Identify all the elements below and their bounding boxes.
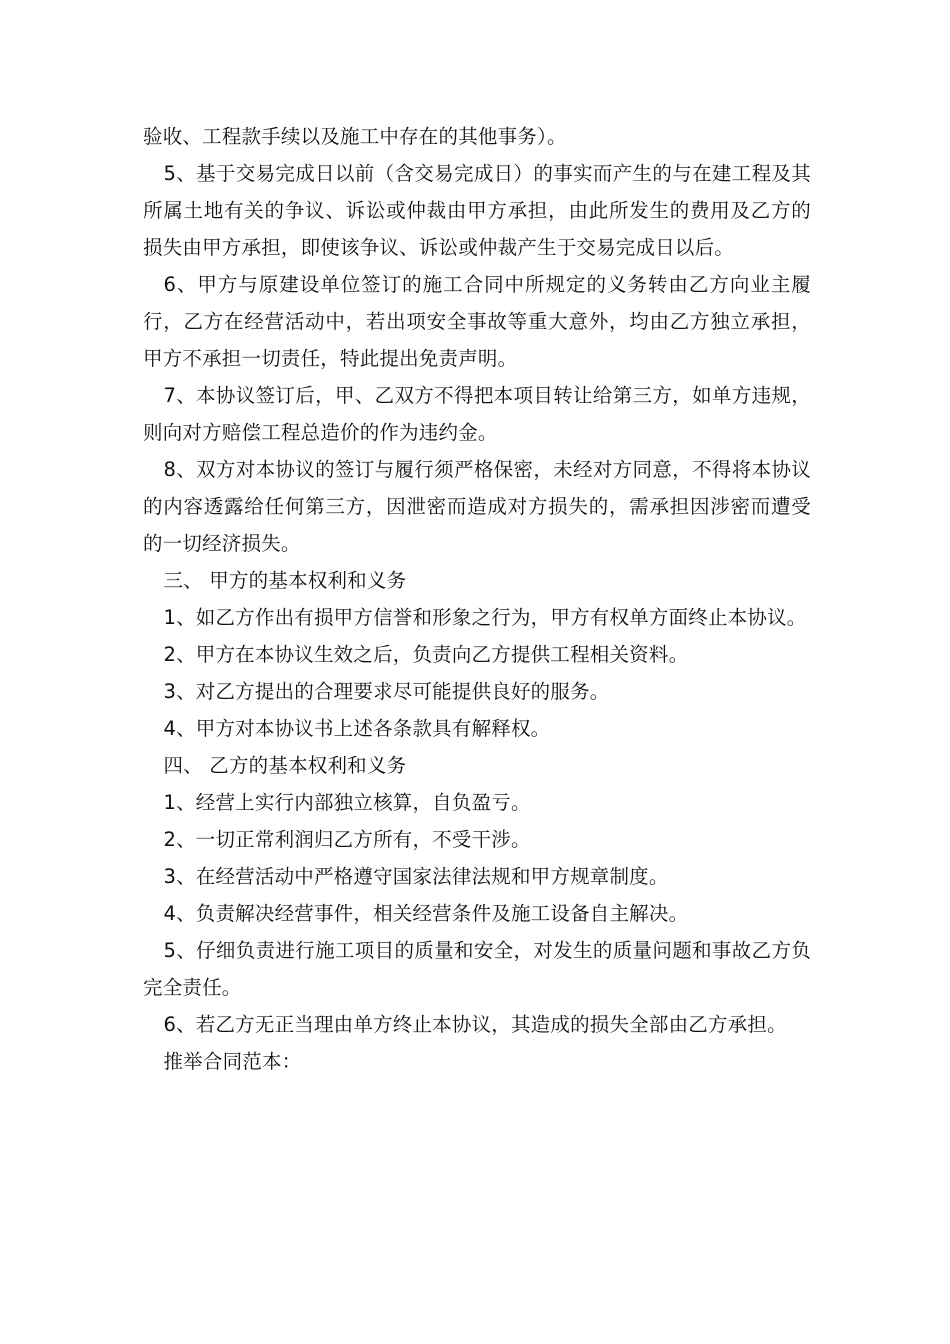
paragraph-clause-6: 6、甲方与原建设单位签订的施工合同中所规定的义务转由乙方向业主履行，乙方在经营活动中，若出项安全事故等重大意外，均由乙方独立承担，甲方不承担一切责任，特此提出免责声明。 <box>143 273 811 370</box>
paragraph-party-b-3: 3、在经营活动中严格遵守国家法律法规和甲方规章制度。 <box>163 865 669 888</box>
paragraph-party-b-4: 4、负责解决经营事件，相关经营条件及施工设备自主解决。 <box>163 902 689 925</box>
paragraph-clause-7: 7、本协议签订后，甲、乙双方不得把本项目转让给第三方，如单方违规，则向对方赔偿工程总造价的作为违约金。 <box>143 384 811 444</box>
paragraph-clause-5: 5、基于交易完成日以前（含交易完成日）的事实而产生的与在建工程及其所属土地有关的争议、诉讼或仲裁由甲方承担，由此所发生的费用及乙方的损失由甲方承担，即使该争议、诉讼或仲裁产生于交易完成日以后。 <box>143 162 811 259</box>
paragraph-party-b-5: 5、仔细负责进行施工项目的质量和安全，对发生的质量问题和事故乙方负完全责任。 <box>143 939 811 999</box>
paragraph-party-a-4: 4、甲方对本协议书上述各条款具有解释权。 <box>163 717 551 740</box>
paragraph-party-b-2: 2、一切正常利润归乙方所有，不受干涉。 <box>163 828 531 851</box>
paragraph-continuation: 验收、工程款手续以及施工中存在的其他事务）。 <box>143 125 567 148</box>
paragraph-party-a-3: 3、对乙方提出的合理要求尽可能提供良好的服务。 <box>163 680 610 703</box>
document-body <box>143 118 811 1080</box>
paragraph-party-a-2: 2、甲方在本协议生效之后，负责向乙方提供工程相关资料。 <box>163 643 689 666</box>
paragraph-party-b-6: 6、若乙方无正当理由单方终止本协议，其造成的损失全部由乙方承担。 <box>163 1013 787 1036</box>
paragraph-clause-8: 8、双方对本协议的签订与履行须严格保密，未经对方同意，不得将本协议的内容透露给任何第三方，因泄密而造成对方损失的，需承担因涉密而遭受的一切经济损失。 <box>143 458 811 555</box>
paragraph-party-a-1: 1、如乙方作出有损甲方信誉和形象之行为，甲方有权单方面终止本协议。 <box>163 606 807 629</box>
paragraph-closing: 推举合同范本： <box>163 1050 302 1073</box>
paragraph-party-b-1: 1、经营上实行内部独立核算，自负盈亏。 <box>163 791 531 814</box>
section-heading-party-b: 四、 乙方的基本权利和义务 <box>163 754 407 777</box>
section-heading-party-a: 三、 甲方的基本权利和义务 <box>163 569 407 592</box>
